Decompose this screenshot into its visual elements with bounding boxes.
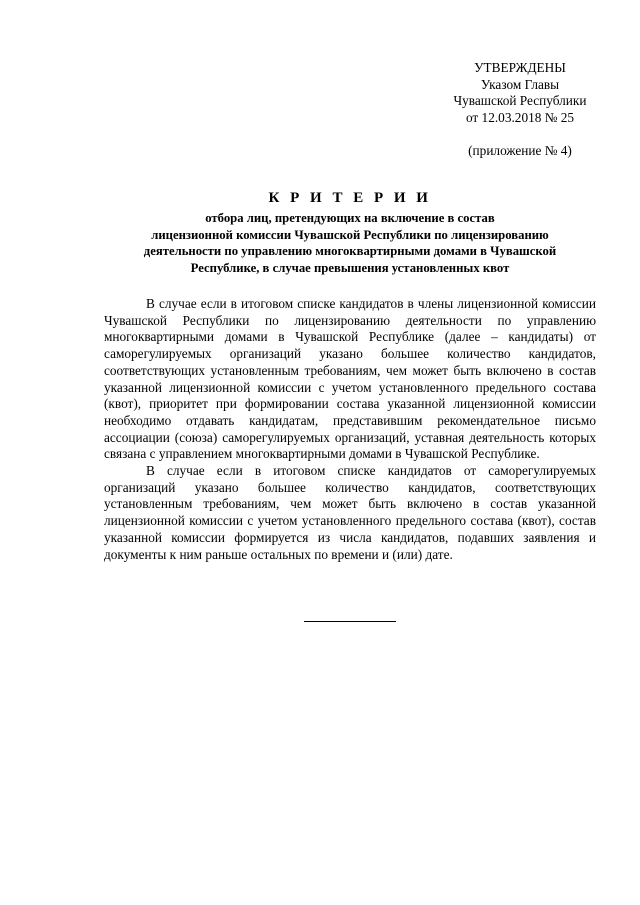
document-body bbox=[104, 296, 596, 563]
appendix-label: (приложение № 4) bbox=[468, 143, 572, 158]
document-title bbox=[100, 190, 600, 276]
subtitle-line: деятельности по управлению многоквартирными домами в Чувашской bbox=[143, 244, 557, 258]
approval-stamp bbox=[430, 60, 610, 127]
subtitle-line: отбора лиц, претендующих на включение в состав bbox=[205, 211, 495, 225]
document-subtitle bbox=[100, 210, 600, 276]
document-heading: К Р И Т Е Р И И bbox=[268, 190, 432, 206]
subtitle-line: Республике, в случае превышения установленных квот bbox=[190, 260, 510, 275]
end-divider-line bbox=[304, 621, 396, 622]
approval-line-republic: Чувашской Республики bbox=[453, 93, 587, 109]
body-paragraph-1: В случае если в итоговом списке кандидатов в члены лицензионной комиссии Чувашской Республики по лицензированию деятельности по управлению многоквартирными домами в Чувашской Республике (далее – кандидаты) от саморегулируемых организаций указано большее количество кандидатов, соответствующих установленным требованиям, чем может быть включено в состав указанной лицензионной комиссии с учетом установленного предельного состава (квот), приоритет при формировании состава указанной лицензионной комиссии необходимо отдавать кандидатам, представившим рекомендательное письмо ассоциации (союза) саморегулируемых организаций, уставная деятельность которых связана с управлением многоквартирными домами в Чувашской Республике. bbox=[104, 296, 596, 462]
approval-line-date-number: от 12.03.2018 № 25 bbox=[465, 110, 575, 126]
approval-line-approved: УТВЕРЖДЕНЫ bbox=[474, 60, 566, 75]
subtitle-line: лицензионной комиссии Чувашской Республики по лицензированию bbox=[151, 227, 549, 242]
approval-line-decree: Указом Главы bbox=[480, 76, 560, 92]
body-paragraph-2: В случае если в итоговом списке кандидатов от саморегулируемых организаций указано большее количество кандидатов, соответствующих установленным требованиям, чем может быть включено в состав указанной лицензионной комиссии с учетом установленного предельного состава (квот), состав указанной комиссии формируется из числа кандидатов, подавших заявления и документы к ним раньше остальных по времени и (или) дате. bbox=[104, 463, 596, 562]
